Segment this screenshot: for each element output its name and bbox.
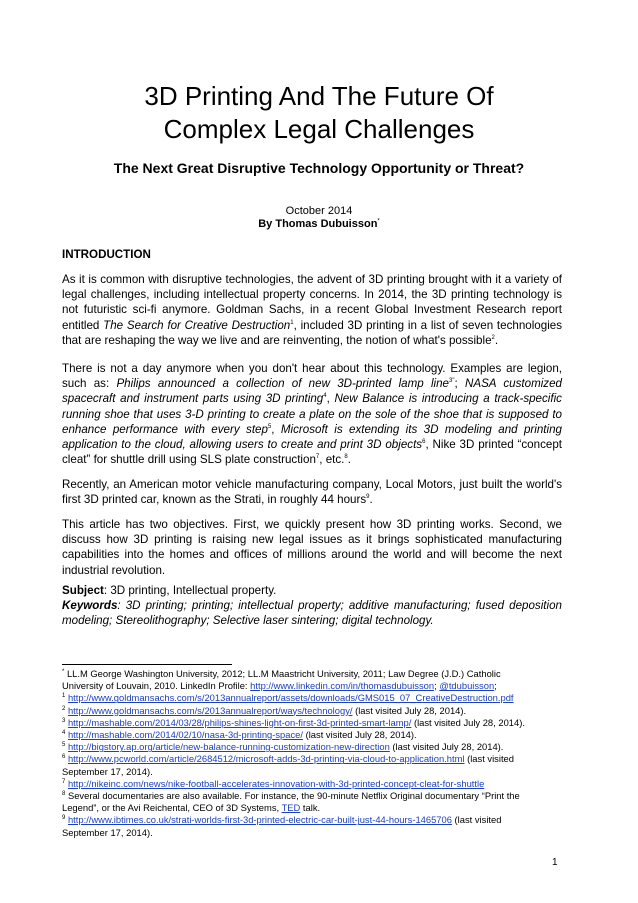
footnote-mark: 5: [62, 742, 66, 749]
footnote-text: LL.M George Washington University, 2012; LL.M Maastricht University, 2011; Law Degree (J.D.) Catholic: [64, 668, 501, 679]
footnote-text: (last visited July 28, 2014).: [352, 704, 467, 716]
paragraph-2: [62, 361, 562, 467]
paragraph-text: , included 3D printing in a list of seven technologies that are reshaping the way we live and are reinventing, the notion of what's possible: [62, 318, 563, 347]
footnote-6: [62, 753, 562, 765]
footnote-ref-2[interactable]: 2: [491, 334, 495, 341]
title-line-2: Complex Legal Challenges: [163, 114, 475, 144]
footnote-text: (last visited July 28, 2014).: [411, 716, 525, 728]
page-number: 1: [552, 857, 558, 868]
footnote-link[interactable]: http://www.ibtimes.co.uk/strati-worlds-first-3d-printed-electric-car-built-just-44-hours-1465706: [67, 814, 452, 826]
footnote-link[interactable]: http://nikeinc.com/news/nike-football-accelerates-innovation-with-3d-printed-concept-cleat-for-shuttle: [67, 777, 485, 789]
footnote-link[interactable]: http://www.goldmansachs.com/s/2013annualreport/ways/technology/: [67, 704, 353, 716]
footnote-2: [62, 705, 562, 717]
example-nike: , Nike 3D printed “concept cleat” for shuttle drill using SLS plate construction: [62, 438, 562, 467]
separator: ;: [454, 377, 465, 391]
keywords-line: [62, 598, 562, 628]
separator: .: [347, 453, 351, 467]
subject-line: [62, 583, 562, 598]
footnote-mark: 7: [62, 778, 66, 785]
quote-mark: ": [452, 378, 455, 385]
footnote-link[interactable]: http://www.goldmansachs.com/s/2013annualreport/assets/downloads/GMS015_07_CreativeDestruction.pdf: [67, 692, 514, 704]
footnote-3: [62, 717, 562, 729]
publication-date: October 2014: [285, 205, 353, 217]
footnote-link[interactable]: http://www.pcworld.com/article/2684512/microsoft-adds-3d-printing-via-cloud-to-application.html: [67, 753, 465, 765]
footnote-9-cont: [62, 827, 562, 839]
example-philips: Philips announced a collection of new 3D-printed lamp line: [116, 377, 449, 391]
section-heading-introduction: INTRODUCTION: [62, 248, 151, 261]
footnote-mark: *: [62, 668, 65, 675]
footnote-8: [62, 790, 562, 802]
footnote-ref-1[interactable]: 1: [290, 319, 294, 326]
footnote-8-cont: [62, 802, 562, 814]
footnote-ref-9[interactable]: 9: [366, 494, 370, 501]
ted-link[interactable]: TED: [281, 802, 301, 814]
footnote-5: [62, 741, 562, 753]
footnote-divider: [62, 664, 232, 665]
author-footnote-mark[interactable]: *: [377, 218, 380, 225]
footnote-text: University of Louvain, 2010. LinkedIn Profile:: [62, 680, 251, 692]
example-new-balance: New Balance is introducing a track-specific running shoe that uses 3-D printing to create a plate on the sole of the shoe that is supposed to enhance performance with every step: [62, 392, 562, 436]
paragraph-3: [62, 477, 562, 507]
report-title: The Search for Creative Destruction: [103, 318, 291, 332]
document-title: [60, 80, 578, 146]
example-nasa: NASA customized spacecraft and instrument parts using 3D printing: [62, 377, 562, 406]
paragraph-text: There is not a day anymore when you don't hear about this technology. Examples are legion, such as:: [62, 362, 562, 391]
footnote-star-cont: [62, 680, 562, 692]
footnote-text: talk.: [300, 802, 321, 814]
footnote-mark: 6: [62, 754, 66, 761]
footnote-text: (last visited July 28, 2014).: [303, 729, 417, 741]
footnote-mark: 1: [62, 693, 66, 700]
footnote-link[interactable]: http://bigstory.ap.org/article/new-balance-running-customization-new-direction: [67, 741, 390, 753]
footnote-ref-6[interactable]: 6: [422, 439, 426, 446]
footnote-mark: 3: [62, 717, 66, 724]
footnote-mark: 4: [62, 729, 66, 736]
footnotes: [62, 668, 562, 839]
footnote-text: September 17, 2014).: [62, 765, 153, 777]
footnote-text: (last visited July 28, 2014).: [389, 741, 504, 753]
footnote-9: [62, 814, 562, 826]
paragraph-4: This article has two objectives. First, we quickly present how 3D printing works. Second, we discuss how 3D printing is raising new legal issues as it brings sophisticated manufacturing capabilities into the homes and offices of millions around the world and will become the next industrial revolution.: [62, 518, 562, 577]
linkedin-link[interactable]: http://www.linkedin.com/in/thomasdubuisson: [250, 680, 435, 692]
footnote-text: Several documentaries are also available. For instance, the 90-minute Netflix Original documentary “Print the: [65, 790, 520, 802]
footnote-mark: 2: [62, 705, 66, 712]
footnote-ref-8[interactable]: 8: [344, 454, 348, 461]
footnote-text: Legend”, or the Avi Reichental, CEO of 3D Systems,: [62, 802, 282, 814]
paragraph-1: [62, 272, 562, 348]
footnote-link[interactable]: http://mashable.com/2014/02/10/nasa-3d-printing-space/: [67, 729, 303, 741]
footnote-1: [62, 692, 562, 704]
footnote-text: September 17, 2014).: [62, 826, 153, 838]
footnote-ref-5[interactable]: 5: [267, 423, 272, 430]
footnote-7: [62, 778, 562, 790]
subject-label: Subject: [62, 584, 104, 597]
keywords-label: Keywords: [62, 599, 118, 612]
twitter-link[interactable]: @tdubuisson: [439, 680, 495, 692]
separator: ;: [494, 680, 497, 692]
author-line: [200, 218, 438, 231]
footnote-mark: 8: [62, 790, 66, 797]
document-subtitle: The Next Great Disruptive Technology Opportunity or Threat?: [113, 160, 525, 176]
footnote-4: [62, 729, 562, 741]
separator: ,: [271, 422, 281, 436]
footnote-ref-3[interactable]: 3: [449, 378, 453, 385]
footnote-star: [62, 668, 562, 680]
footnote-mark: 9: [62, 815, 66, 822]
paragraph-text: As it is common with disruptive technologies, the advent of 3D printing brought with it a variety of legal challenges, including intellectual property concerns. In 2014, the 3D printing technology is not futuristic sci-fi anymore. Goldman Sachs, in a recent Global Investment Research report entitled: [62, 273, 562, 332]
title-line-1: 3D Printing And The Future Of: [144, 81, 494, 111]
footnote-ref-4[interactable]: 4: [323, 393, 327, 400]
example-microsoft: Microsoft is extending its 3D modeling and printing application to the cloud, allowing users to create and print 3D objects: [62, 422, 562, 452]
paragraph-text: Recently, an American motor vehicle manufacturing company, Local Motors, just built the world's first 3D printed car, known as the Strati, in roughly 44 hours: [62, 478, 562, 507]
footnote-6-cont: [62, 766, 562, 778]
separator: , etc.: [319, 453, 345, 467]
footnote-text: (last visited: [451, 814, 502, 826]
footnote-link[interactable]: http://mashable.com/2014/03/28/philips-shines-light-on-first-3d-printed-smart-lamp/: [67, 716, 412, 728]
footnote-text: (last visited: [464, 753, 514, 765]
keywords-text: : 3D printing; printing; intellectual property; additive manufacturing; fused deposition modeling; Stereolithography; Selective laser sintering; digital technology.: [62, 599, 562, 628]
subject-text: : 3D printing, Intellectual property.: [103, 584, 277, 597]
author-name: By Thomas Dubuisson: [258, 218, 378, 230]
separator: ,: [326, 392, 335, 406]
paragraph-text: .: [494, 333, 499, 347]
footnote-ref-7[interactable]: 7: [315, 454, 320, 461]
separator: ;: [434, 680, 440, 692]
paragraph-text: .: [369, 493, 373, 507]
